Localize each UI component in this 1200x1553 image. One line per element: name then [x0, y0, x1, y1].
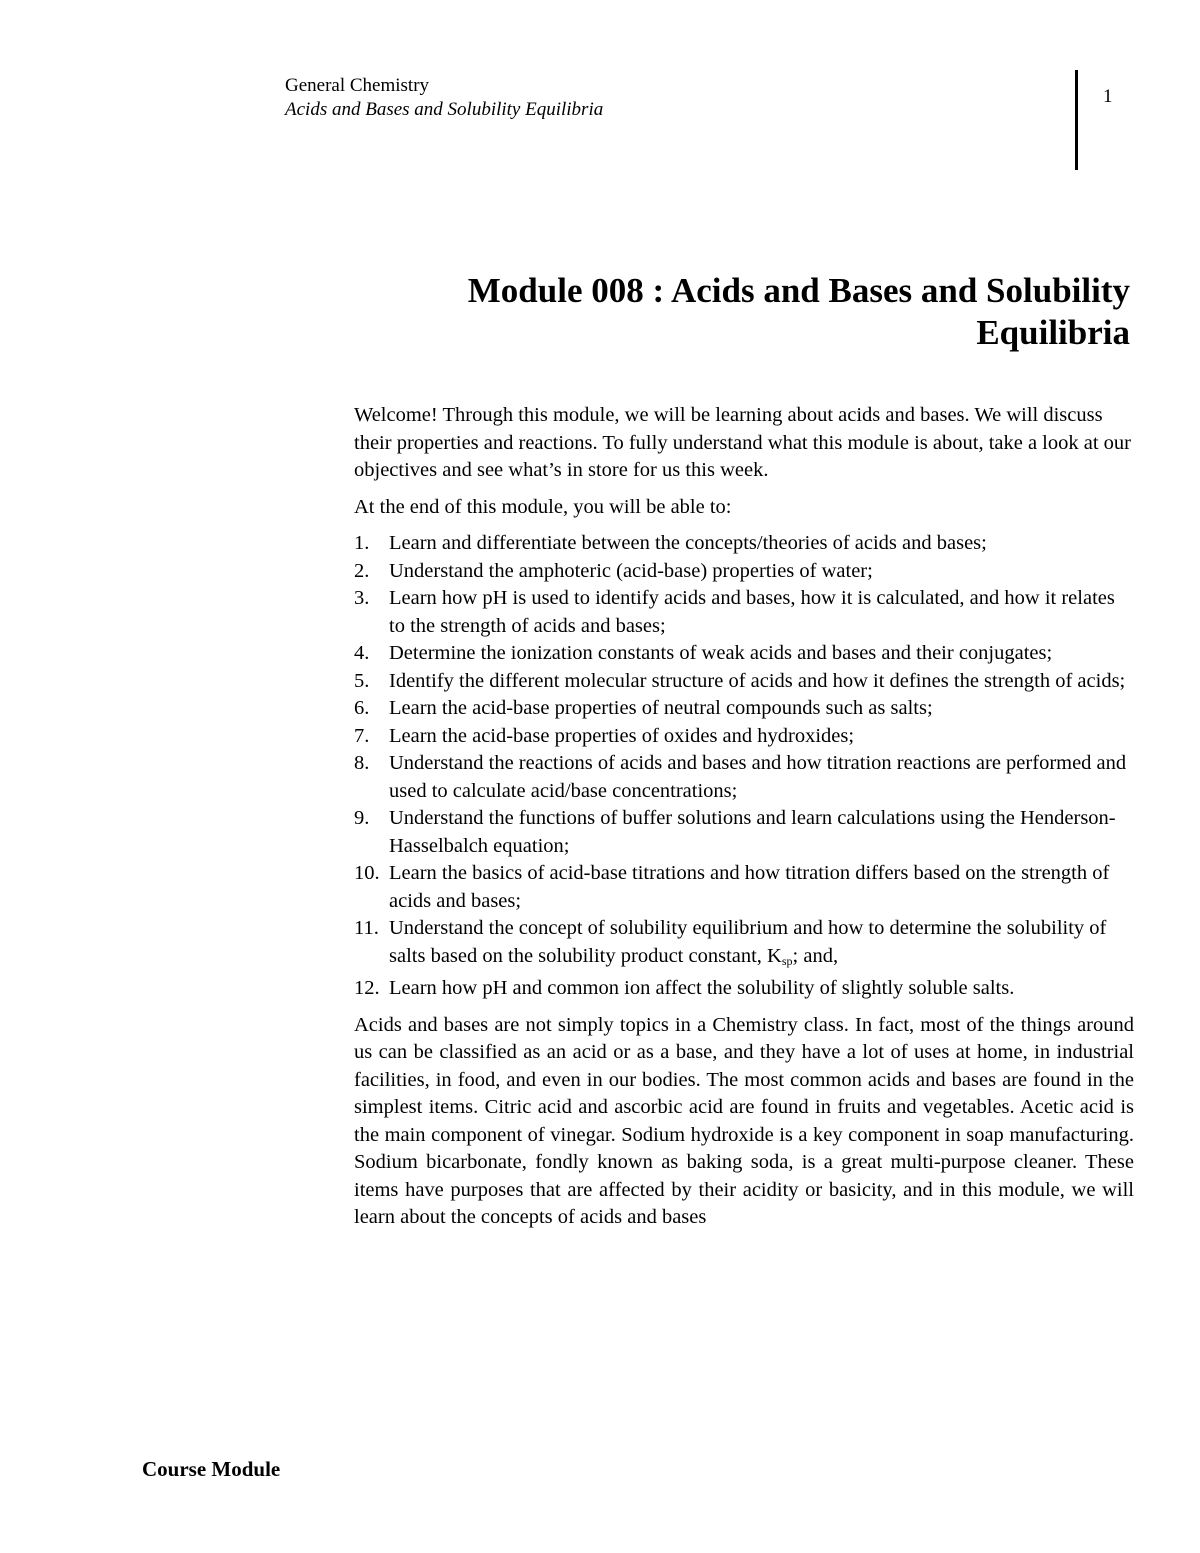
objective-item — [354, 723, 1134, 751]
objective-text: Identify the different molecular structure of acids and how it defines the strength of acids; — [389, 669, 1126, 692]
objective-item — [354, 805, 1134, 860]
footer-label: Course Module — [142, 1457, 281, 1481]
objective-item — [354, 640, 1134, 668]
objective-text: Learn how pH and common ion affect the solubility of slightly soluble salts. — [389, 977, 1015, 999]
objective-number: 4. — [354, 642, 370, 664]
objective-text — [389, 915, 1134, 975]
ksp-subscript: sp — [781, 953, 793, 968]
objective-number: 10. — [354, 862, 380, 884]
objective-item — [354, 915, 1134, 975]
module-title-line2: Equilibria — [976, 313, 1130, 352]
objective-item — [354, 750, 1134, 805]
page-number: 1 — [1103, 86, 1113, 107]
objective-text-main: Understand the concept of solubility equilibrium and how to determine the solubility of salts based on the solubility product constant, K — [389, 917, 1107, 967]
objective-number: 9. — [354, 807, 370, 829]
objective-number: 5. — [354, 669, 370, 692]
objective-number: 12. — [354, 977, 380, 999]
objective-text: Understand the functions of buffer solutions and learn calculations using the Henderson-Hasselbalch equation; — [389, 807, 1116, 857]
objective-item — [354, 530, 1134, 558]
header-course: General Chemistry — [285, 75, 430, 96]
objective-text: Learn and differentiate between the concepts/theories of acids and bases; — [389, 532, 987, 554]
objective-number: 7. — [354, 724, 370, 747]
objective-text: Understand the amphoteric (acid-base) properties of water; — [389, 559, 873, 582]
objectives-lead: At the end of this module, you will be able to: — [354, 495, 732, 518]
objective-text: Learn the basics of acid-base titrations and how titration differs based on the strength of acids and bases; — [389, 862, 1110, 912]
objective-number: 8. — [354, 752, 370, 774]
objective-text: Determine the ionization constants of weak acids and bases and their conjugates; — [389, 642, 1053, 664]
objective-item — [354, 860, 1134, 915]
objective-text: Learn the acid-base properties of neutral compounds such as salts; — [389, 697, 933, 719]
header-divider — [1075, 70, 1078, 170]
module-title-line1: Module 008 : Acids and Bases and Solubility — [467, 271, 1130, 310]
objective-number: 6. — [354, 697, 370, 719]
objective-text-tail: ; and, — [792, 944, 839, 967]
objective-number: 11. — [354, 917, 379, 939]
running-header — [285, 74, 603, 122]
header-subtitle: Acids and Bases and Solubility Equilibria — [285, 99, 604, 120]
objective-text: Understand the reactions of acids and bases and how titration reactions are performed and used to calculate acid/base concentrations; — [389, 752, 1127, 802]
intro-paragraph: Welcome! Through this module, we will be learning about acids and bases. We will discuss their properties and reactions. To fully understand what this module is about, take a look at our objectives and see what’s in store for us this week. — [354, 404, 1131, 481]
objective-item — [354, 558, 1134, 586]
objective-item — [354, 585, 1134, 640]
objective-text: Learn the acid-base properties of oxides and hydroxides; — [389, 724, 855, 747]
body-paragraph: Acids and bases are not simply topics in a Chemistry class. In fact, most of the things around us can be classified as an acid or as a base, and they have a lot of uses at home, in industrial facilities, in food, and even in our bodies. The most common acids and bases are found in the simplest items. Citric acid and ascorbic acid are found in fruits and vegetables. Acetic acid is the main component of vinegar. Sodium hydroxide is a key component in soap manufacturing. Sodium bicarbonate, fondly known as baking soda, is a great multi-purpose cleaner. These items have purposes that are affected by their acidity or basicity, and in this module, we will learn about the concepts of acids and bases — [354, 1013, 1134, 1228]
objective-item — [354, 975, 1134, 1003]
module-title — [330, 270, 1130, 354]
objectives-list — [354, 530, 1134, 1003]
main-content — [354, 402, 1134, 1241]
objective-number: 2. — [354, 559, 370, 582]
objective-number: 1. — [354, 532, 370, 554]
objective-text: Learn how pH is used to identify acids and bases, how it is calculated, and how it relates to the strength of acids and bases; — [389, 587, 1115, 637]
objective-number: 3. — [354, 587, 370, 609]
objective-item — [354, 695, 1134, 723]
objective-item — [354, 668, 1134, 696]
